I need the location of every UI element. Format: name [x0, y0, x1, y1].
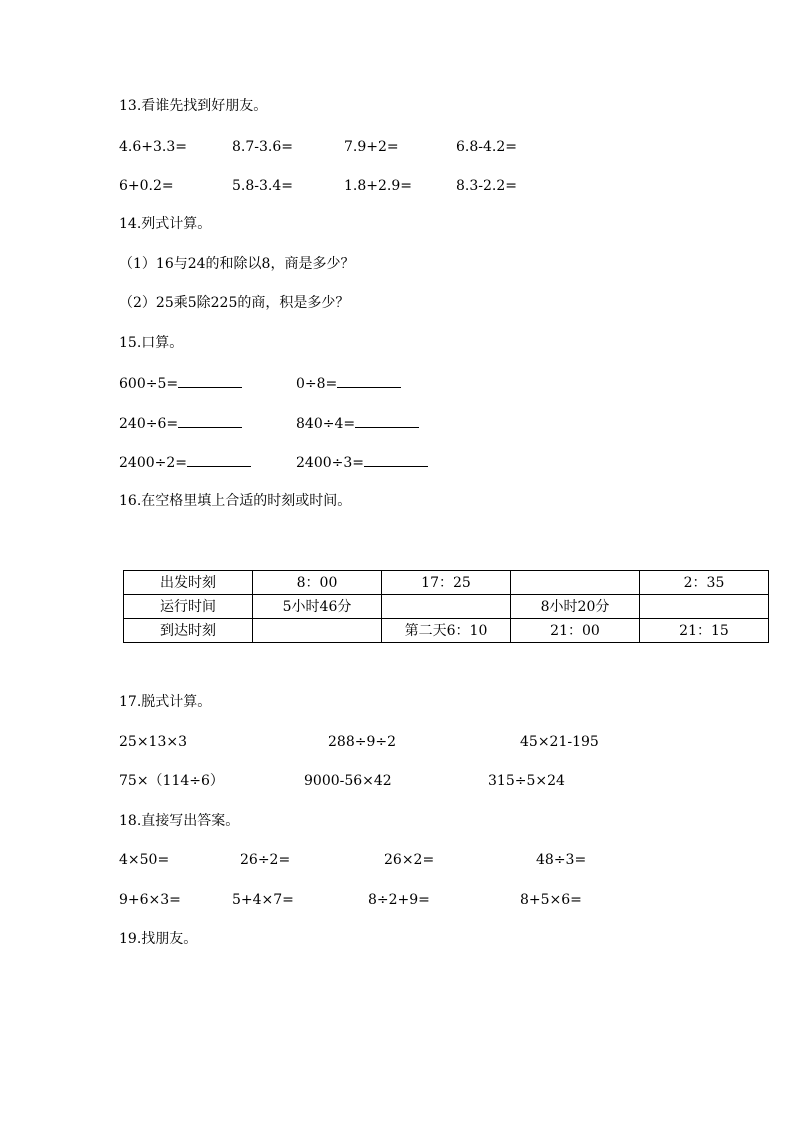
q17-expr-3: 45×21-195: [520, 734, 599, 750]
q15-title: 15.口算。: [119, 335, 184, 351]
answer-blank: [364, 452, 428, 467]
q15-expr-3: 240÷6=: [119, 416, 179, 432]
q18-expr-5: 9+6×3=: [119, 892, 181, 908]
table-cell: 21：15: [640, 619, 769, 643]
q15-item-4: [296, 413, 419, 434]
q17-title: 17.脱式计算。: [119, 694, 212, 710]
q15-expr-6: 2400÷3=: [296, 455, 364, 471]
table-cell: 5小时46分: [253, 595, 382, 619]
q17-expr-2: 288÷9÷2: [328, 734, 396, 750]
q14-item-2: （2）25乘5除225的商，积是多少？: [119, 295, 350, 311]
q15-item-3: [119, 413, 242, 434]
table-cell: 运行时间: [124, 595, 253, 619]
q13-expr-7: 1.8+2.9=: [344, 178, 412, 194]
q13-expr-5: 6+0.2=: [119, 178, 174, 194]
table-row: [124, 595, 769, 619]
q18-expr-8: 8+5×6=: [520, 892, 582, 908]
q15-expr-2: 0÷8=: [296, 376, 338, 392]
q14-item-1: （1）16与24的和除以8，商是多少？: [119, 256, 355, 272]
time-table: [123, 570, 769, 643]
q18-expr-3: 26×2=: [384, 852, 435, 868]
table-cell: [253, 619, 382, 643]
table-cell: [382, 595, 511, 619]
table-cell: 2：35: [640, 571, 769, 595]
q13-expr-3: 7.9+2=: [344, 139, 399, 155]
table-cell: 8：00: [253, 571, 382, 595]
q18-expr-4: 48÷3=: [536, 852, 587, 868]
q15-item-2: [296, 373, 401, 394]
q13-expr-8: 8.3-2.2=: [456, 178, 517, 194]
q18-expr-6: 5+4×7=: [232, 892, 294, 908]
q13-expr-4: 6.8-4.2=: [456, 139, 517, 155]
q13-expr-2: 8.7-3.6=: [232, 139, 293, 155]
table-cell: 17：25: [382, 571, 511, 595]
answer-blank: [337, 373, 401, 388]
q13-expr-1: 4.6+3.3=: [119, 139, 187, 155]
q17-expr-5: 9000-56×42: [304, 773, 392, 789]
table-cell: 出发时刻: [124, 571, 253, 595]
table-row: [124, 571, 769, 595]
q15-expr-4: 840÷4=: [296, 416, 356, 432]
answer-blank: [178, 373, 242, 388]
q18-expr-1: 4×50=: [119, 852, 170, 868]
q18-expr-7: 8÷2+9=: [368, 892, 430, 908]
answer-blank: [187, 452, 251, 467]
table-cell: 21：00: [511, 619, 640, 643]
q15-expr-1: 600÷5=: [119, 376, 179, 392]
q15-expr-5: 2400÷2=: [119, 455, 187, 471]
table-cell: 8小时20分: [511, 595, 640, 619]
table-cell: [640, 595, 769, 619]
q16-title: 16.在空格里填上合适的时刻或时间。: [119, 493, 352, 509]
answer-blank: [178, 413, 242, 428]
q19-title: 19.找朋友。: [119, 931, 198, 947]
q18-expr-2: 26÷2=: [240, 852, 291, 868]
q13-expr-6: 5.8-3.4=: [232, 178, 293, 194]
q17-expr-4: 75×（114÷6）: [119, 773, 224, 789]
q17-expr-6: 315÷5×24: [488, 773, 565, 789]
table-cell: [511, 571, 640, 595]
q13-title: 13.看谁先找到好朋友。: [119, 98, 268, 114]
q14-title: 14.列式计算。: [119, 216, 212, 232]
q15-item-5: [119, 452, 251, 473]
q18-title: 18.直接写出答案。: [119, 813, 240, 829]
table-cell: 第二天6：10: [382, 619, 511, 643]
table-cell: 到达时刻: [124, 619, 253, 643]
table-row: [124, 619, 769, 643]
q15-item-6: [296, 452, 428, 473]
q15-item-1: [119, 373, 242, 394]
q17-expr-1: 25×13×3: [119, 734, 187, 750]
answer-blank: [355, 413, 419, 428]
